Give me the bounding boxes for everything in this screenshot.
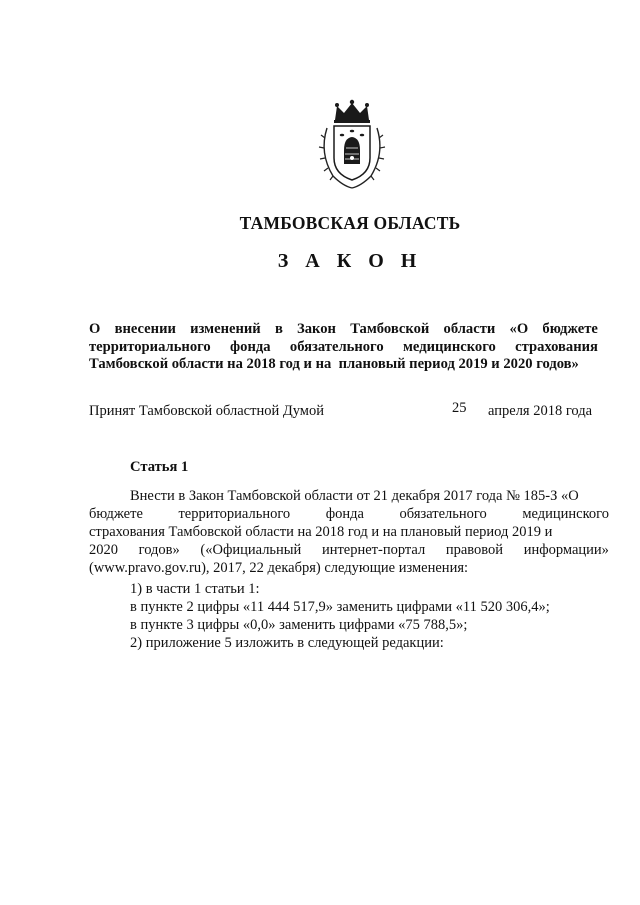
amendment-item: в пункте 3 цифры «0,0» заменить цифрами «75 788,5»; [130,617,468,633]
title-word: «О [509,321,529,337]
paragraph-line-5: (www.pravo.gov.ru), 2017, 22 декабря) следующие изменения: [89,560,469,576]
paragraph-line-3: страхования Тамбовской области на 2018 год и на плановый период 2019 и [89,524,553,540]
paragraph-word: 2020 [89,542,118,558]
paragraph-line-4 [89,541,609,559]
law-title-line-2 [89,339,598,357]
law-title [89,321,598,374]
title-word: в [274,321,283,337]
title-word: Тамбовской [350,321,430,337]
region-name: ТАМБОВСКАЯ ОБЛАСТЬ [239,213,461,233]
paragraph-word: информации» [523,542,609,558]
title-word: бюджете [542,321,598,337]
title-word: медицинского [402,338,496,355]
title-word: обязательного [289,338,384,355]
title-word: внесении [114,321,176,337]
title-word: изменений [190,321,261,337]
paragraph-word: правовой [445,542,504,558]
article-title: Статья 1 [130,459,189,475]
title-word: фонда [230,338,271,355]
title-word: О [89,321,101,337]
paragraph-word: («Официальный [200,542,302,558]
paragraph-line-2 [89,505,609,523]
law-title-line-3: Тамбовской области на 2018 год и на плановый период 2019 и 2020 годов» [89,356,579,372]
paragraph-word: бюджете [89,506,143,522]
amendment-item: 2) приложение 5 изложить в следующей редакции: [130,635,444,651]
amendment-item: 1) в части 1 статьи 1: [130,581,260,597]
document-type: З А К О Н [277,250,423,272]
paragraph-word: интернет-портал [321,542,426,558]
adoption-month-year: апреля 2018 года [488,403,593,419]
title-word: Закон [297,321,336,337]
paragraph-word: территориального [178,506,291,522]
amendment-item: в пункте 2 цифры «11 444 517,9» заменить цифрами «11 520 306,4»; [130,599,550,615]
paragraph-word: фонда [325,506,364,522]
adoption-day: 25 [452,400,467,416]
law-title-line-1 [89,321,598,339]
article-paragraph [89,487,609,577]
amendment-list [130,580,550,652]
paragraph-line-1: Внести в Закон Тамбовской области от 21 декабря 2017 года № 185-З «О [130,488,579,504]
title-word: территориального [89,338,211,355]
paragraph-word: годов» [138,542,180,558]
title-word: страхования [515,338,598,355]
title-word: области [443,321,496,337]
paragraph-word: обязательного [399,506,487,522]
paragraph-word: медицинского [522,506,609,522]
tambov-coat-of-arms-icon [313,98,391,190]
adoption-label: Принят Тамбовской областной Думой [89,403,324,419]
